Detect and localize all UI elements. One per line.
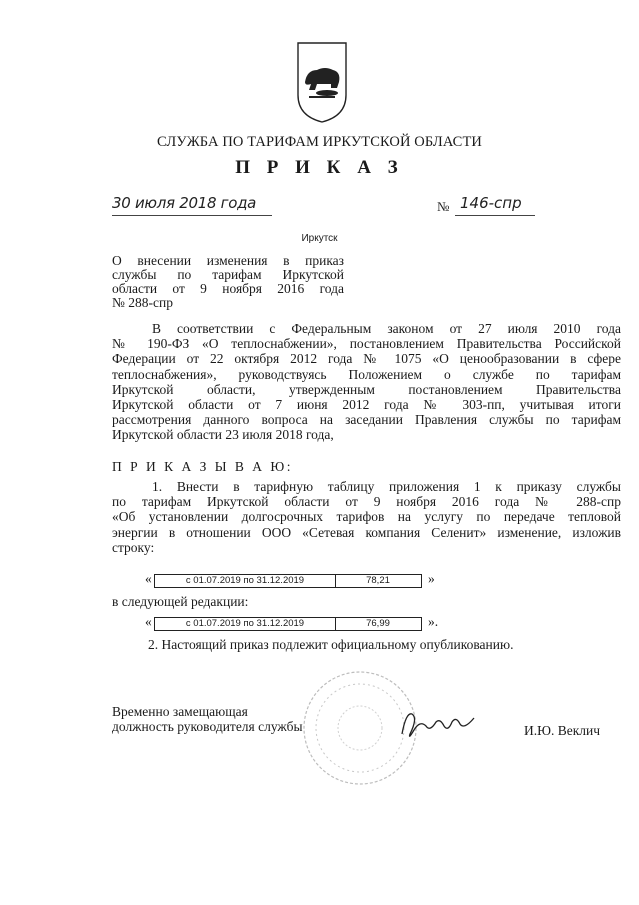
- preamble-line: В соответствии с Федеральным законом от 27 июля 2010 года: [152, 321, 621, 336]
- document-city: Иркутск: [301, 233, 338, 244]
- subject-line: службы по тарифам Иркутской: [112, 267, 344, 282]
- signatory-role-line: должность руководителя службы: [112, 719, 303, 734]
- tariff-row-new: [154, 617, 422, 631]
- subject-line: № 288-спр: [112, 295, 173, 310]
- quote-open: «: [145, 614, 152, 629]
- preamble-line: Иркутской области, утвержденным постановлением Правительства: [112, 381, 621, 397]
- document-date: 30 июля 2018 года: [112, 194, 257, 212]
- redaction-label: в следующей редакции:: [112, 594, 249, 609]
- item1-line: по тарифам Иркутской области от 9 ноября 2016 года № 288-спр: [112, 494, 621, 510]
- agency-name: СЛУЖБА ПО ТАРИФАМ ИРКУТСКОЙ ОБЛАСТИ: [157, 134, 482, 150]
- date-underline: [112, 215, 272, 216]
- item1-line: 1. Внести в тарифную таблицу приложения 1 к приказу службы: [152, 479, 621, 494]
- signatory-role: [112, 704, 303, 734]
- quote-close: »: [428, 571, 435, 586]
- subject-line: области от 9 ноября 2016 года: [112, 281, 344, 296]
- tariff-period: с 01.07.2019 по 31.12.2019: [155, 575, 336, 587]
- tariff-value: 78,21: [366, 575, 390, 586]
- item1-line: «Об установлении долгосрочных тарифов на услугу по передаче тепловой: [112, 509, 621, 525]
- preamble-line: Федерации от 22 октября 2012 года № 1075 «О ценообразовании в сфере: [112, 351, 621, 367]
- signatory-role-line: Временно замещающая: [112, 704, 248, 719]
- preamble-line: рассмотрения данного вопроса на заседании Правления службы по тарифам: [112, 412, 621, 428]
- order-heading: П Р И К А З Ы В А Ю:: [112, 459, 294, 474]
- irkutsk-coat-of-arms-icon: [295, 40, 349, 124]
- quote-close: ».: [428, 614, 439, 629]
- handwritten-signature-icon: [398, 704, 478, 744]
- signatory-name: И.Ю. Веклич: [524, 723, 601, 738]
- document-title: П Р И К А З: [235, 157, 404, 178]
- tariff-row-old: [154, 574, 422, 588]
- number-label: №: [437, 199, 450, 214]
- order-item-1: [112, 479, 621, 555]
- number-underline: [455, 215, 535, 216]
- document-number: 146-спр: [460, 194, 522, 212]
- subject-line: О внесении изменения в приказ: [112, 253, 344, 268]
- preamble-line: Иркутской области от 7 июня 2012 года № 303-пп, учитывая итоги: [112, 397, 621, 413]
- tariff-value: 76,99: [366, 618, 390, 629]
- tariff-period: с 01.07.2019 по 31.12.2019: [155, 618, 336, 630]
- preamble-line: № 190-ФЗ «О теплоснабжении», постановлением Правительства Российской: [112, 336, 621, 352]
- document-subject: [112, 254, 344, 310]
- item1-line: строку:: [112, 539, 155, 555]
- quote-open: «: [145, 571, 152, 586]
- order-item-2: 2. Настоящий приказ подлежит официальному опубликованию.: [148, 637, 514, 652]
- preamble-line: теплоснабжения», руководствуясь Положением о службе по тарифам: [112, 366, 621, 382]
- preamble-paragraph: [112, 321, 621, 443]
- preamble-line: Иркутской области 23 июля 2018 года,: [112, 427, 334, 443]
- item1-line: энергии в отношении ООО «Сетевая компания Селенит» изменение, изложив: [112, 524, 621, 540]
